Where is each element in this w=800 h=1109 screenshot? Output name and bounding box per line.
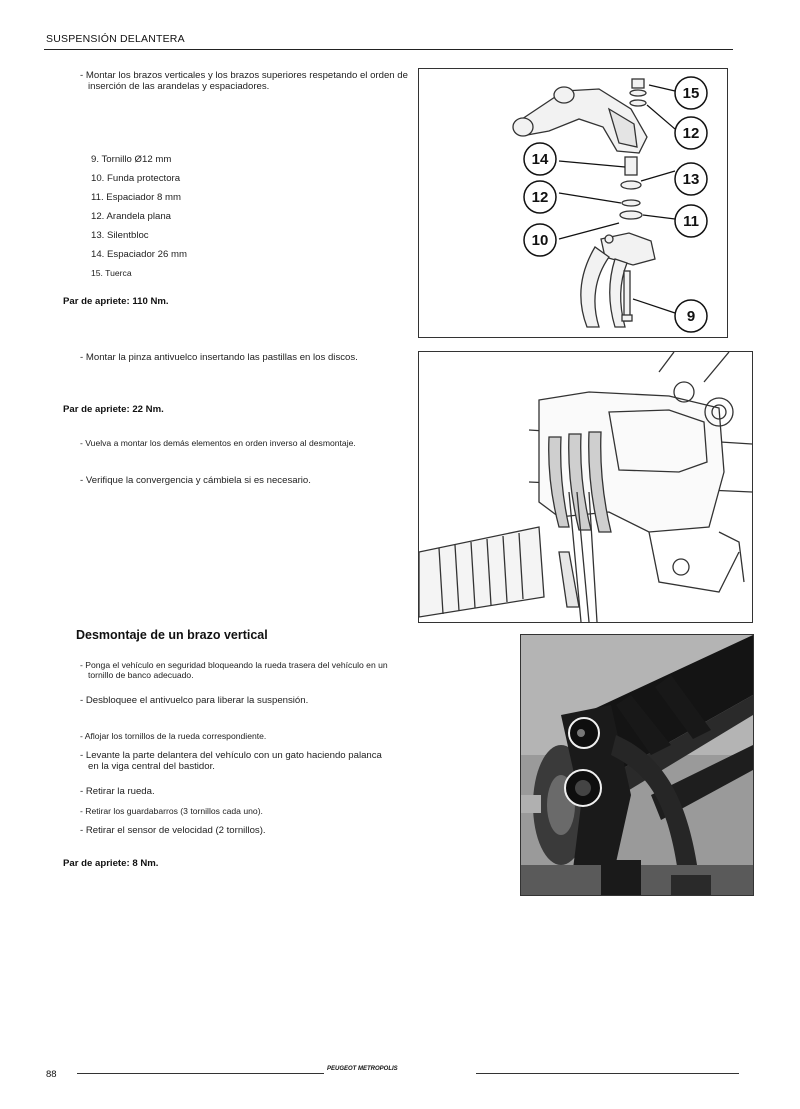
page-header-title: SUSPENSIÓN DELANTERA: [46, 33, 185, 45]
parts-list-item: 10. Funda protectora: [91, 173, 181, 184]
torque-22: Par de apriete: 22 Nm.: [63, 404, 164, 415]
section-title-vertical-arm: Desmontaje de un brazo vertical: [76, 628, 268, 642]
parts-list-item: 15. Tuerca: [91, 268, 132, 278]
page-number: 88: [46, 1069, 57, 1080]
step-secure-vehicle: - Ponga el vehículo en seguridad bloqueando la rueda trasera del vehículo en un tornillo de banco adecuado.: [80, 660, 388, 680]
callout-label: 11: [683, 213, 699, 230]
header-rule: [44, 49, 733, 50]
parts-list: [91, 150, 187, 283]
callout-label: 15: [682, 85, 700, 102]
step-remove-speed-sensor: - Retirar el sensor de velocidad (2 tornillos).: [80, 825, 266, 836]
step-loosen-bolts: - Aflojar los tornillos de la rueda correspondiente.: [80, 731, 267, 741]
parts-list-item: 9. Tornillo Ø12 mm: [91, 154, 172, 165]
callout-label: 13: [682, 171, 700, 188]
callout-label: 14: [531, 151, 549, 168]
exploded-diagram: [418, 68, 728, 338]
step-check-alignment: - Verifique la convergencia y cámbiela si es necesario.: [80, 475, 311, 486]
callout-label: 12: [682, 125, 700, 142]
step-mount-caliper: - Montar la pinza antivuelco insertando las pastillas en los discos.: [80, 352, 358, 363]
step-remove-wheel: - Retirar la rueda.: [80, 786, 155, 797]
callout-label: 9: [686, 308, 696, 325]
suspension-photo-drawing: [521, 635, 753, 895]
torque-110: Par de apriete: 110 Nm.: [63, 296, 169, 307]
parts-list-item: 14. Espaciador 26 mm: [91, 249, 187, 260]
suspension-exploded-drawing: [419, 69, 727, 337]
caliper-drawing: [418, 351, 753, 623]
anti-roll-caliper-drawing: [419, 352, 752, 622]
torque-8: Par de apriete: 8 Nm.: [63, 858, 159, 869]
parts-list-item: 13. Silentbloc: [91, 230, 149, 241]
callout-label: 12: [531, 189, 549, 206]
step-reassemble: - Vuelva a montar los demás elementos en orden inverso al desmontaje.: [80, 438, 356, 448]
suspension-photo: [520, 634, 754, 896]
parts-list-item: 12. Arandela plana: [91, 211, 172, 222]
footer-brand: PEUGEOT METROPOLIS: [327, 1066, 398, 1072]
step-mount-arms: - Montar los brazos verticales y los brazos superiores respetando el orden de inserción de las arandelas y espaciadores.: [80, 70, 408, 92]
step-lift-vehicle: - Levante la parte delantera del vehículo con un gato haciendo palanca en la viga central del bastidor.: [80, 750, 382, 772]
step-remove-mudguards: - Retirar los guardabarros (3 tornillos cada uno).: [80, 806, 263, 816]
step-unlock-antiroll: - Desbloquee el antivuelco para liberar la suspensión.: [80, 695, 309, 706]
footer-rule-left: [77, 1073, 324, 1074]
footer-rule-right: [476, 1073, 739, 1074]
callout-label: 10: [531, 232, 549, 249]
parts-list-item: 11. Espaciador 8 mm: [91, 192, 181, 203]
